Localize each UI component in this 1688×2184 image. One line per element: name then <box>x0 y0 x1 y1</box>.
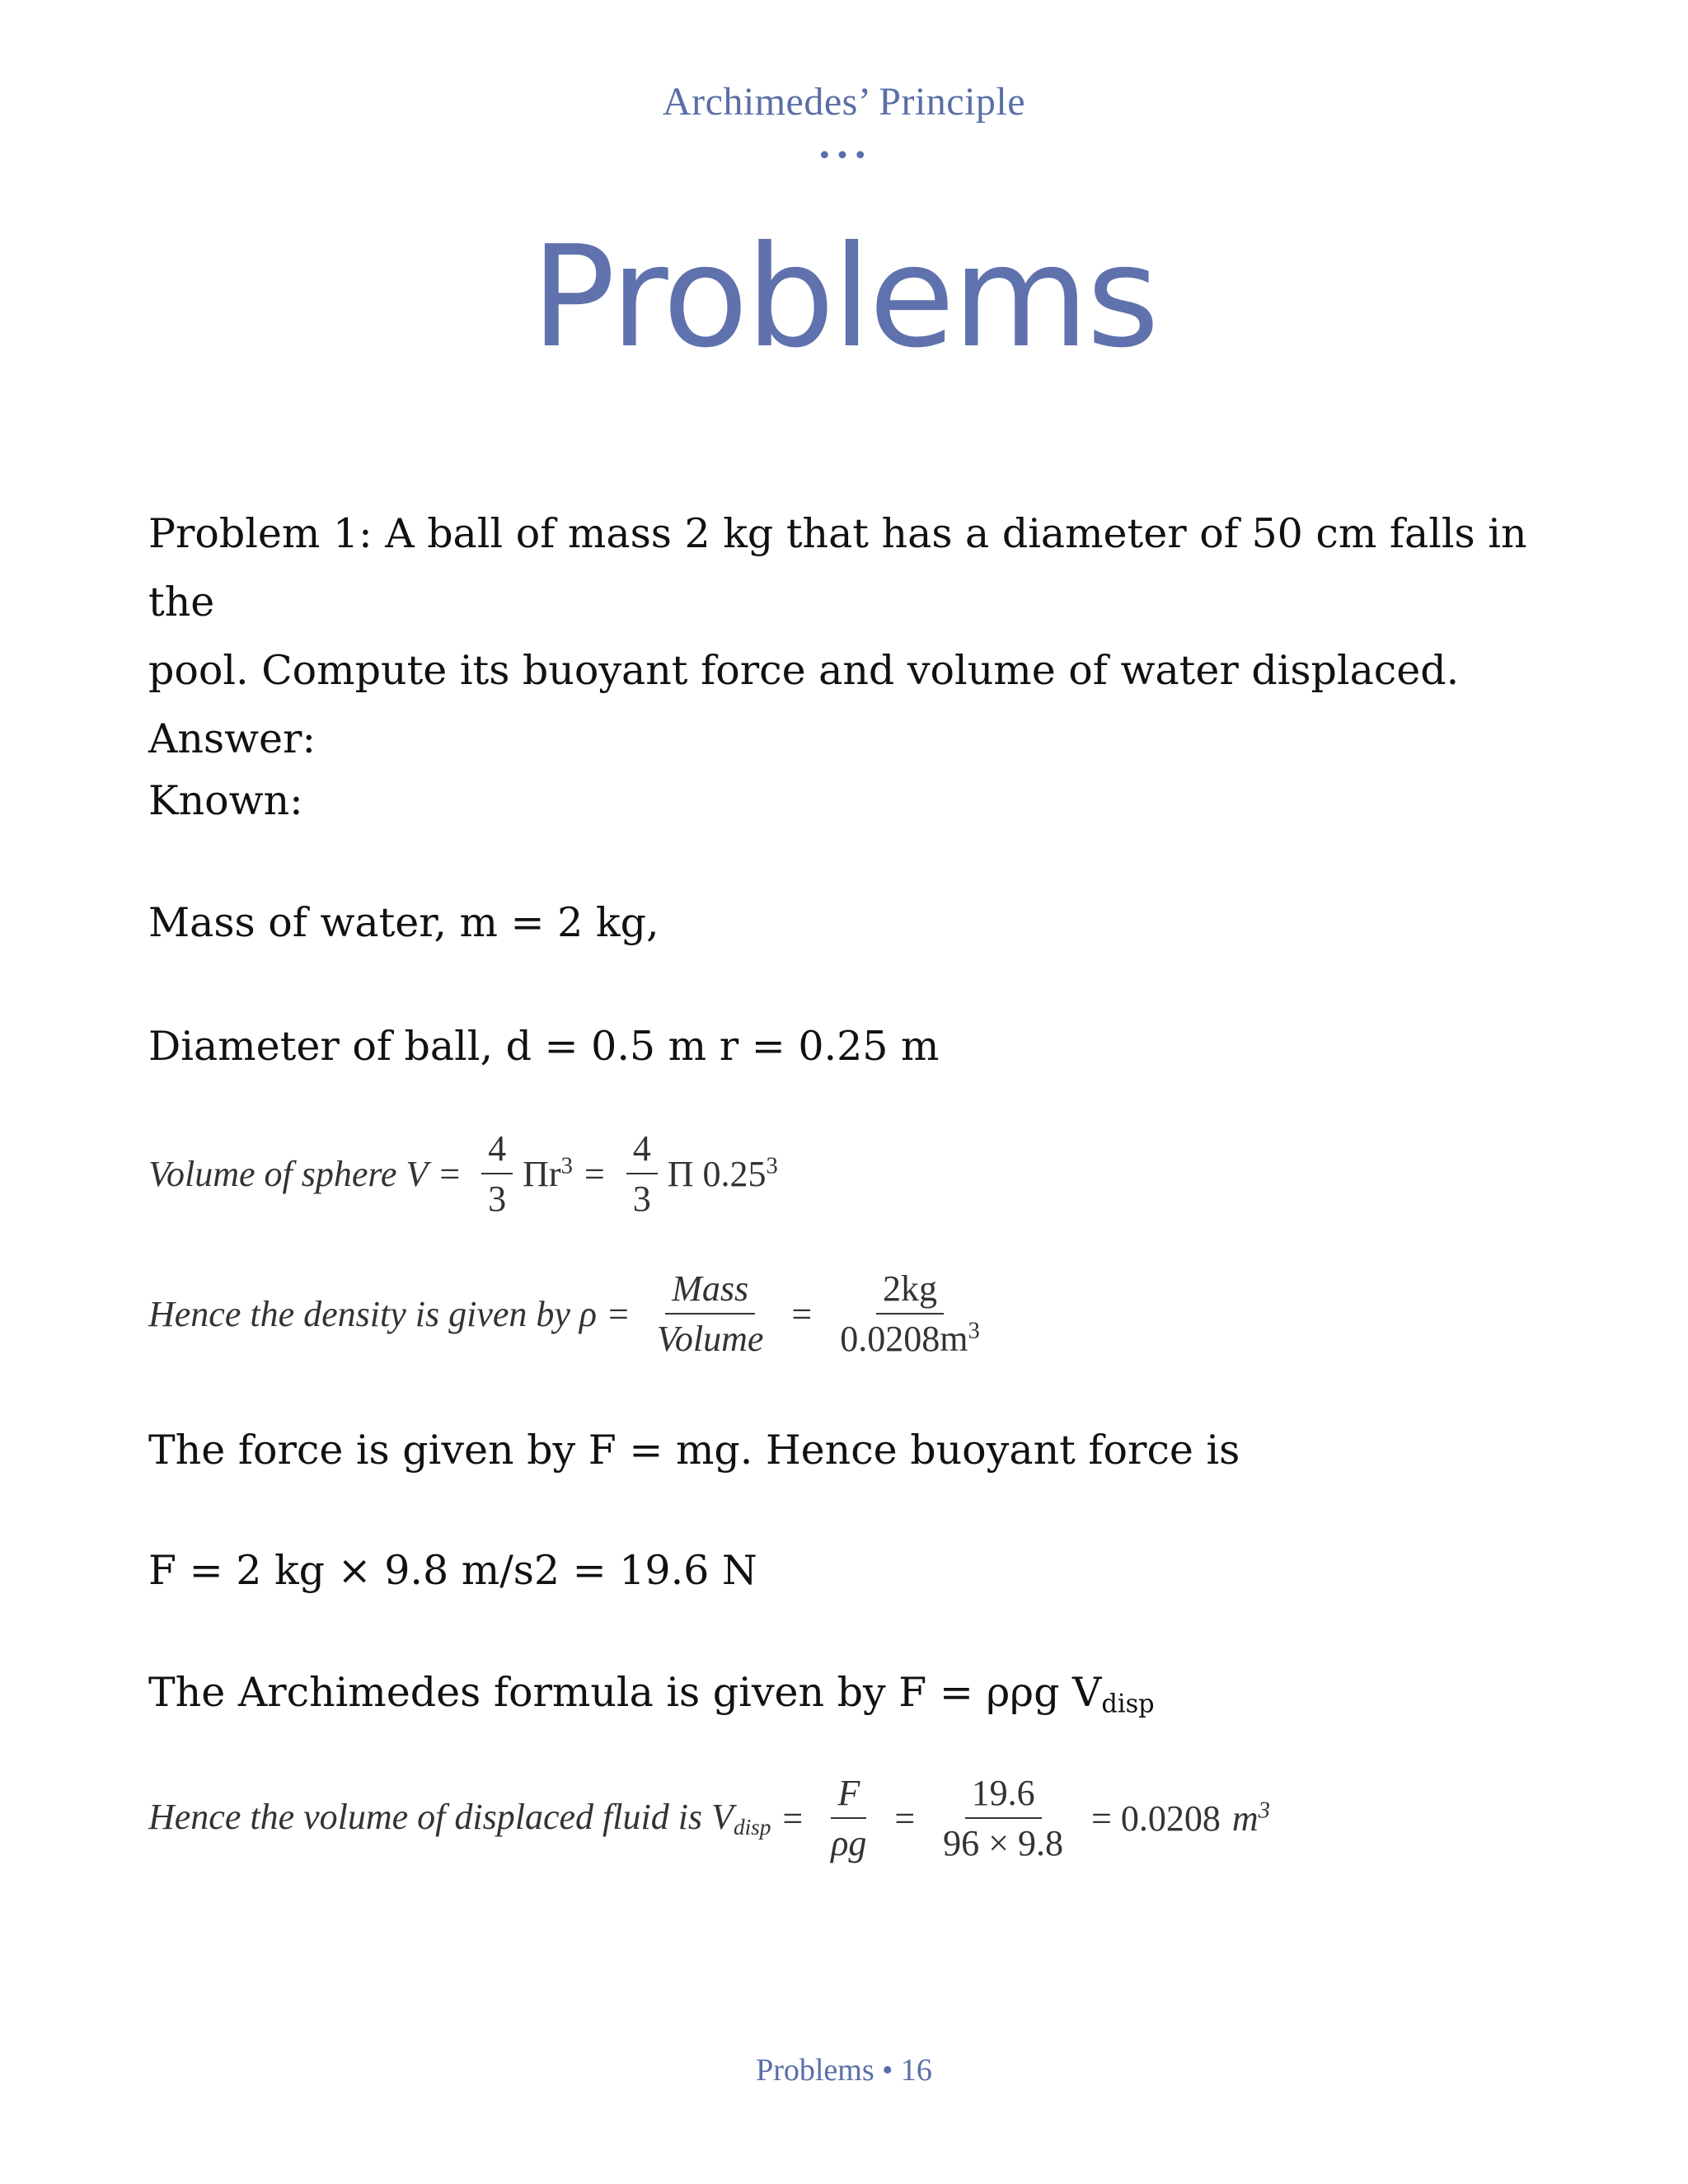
equals-sign: = <box>791 1293 813 1334</box>
numerator: 2kg <box>876 1268 944 1315</box>
problem-statement-line-1: Problem 1: A ball of mass 2 kg that has a diameter of 50 cm falls in the <box>148 510 1527 626</box>
numerator: 19.6 <box>965 1772 1042 1819</box>
numerator: 4 <box>481 1127 513 1174</box>
denominator: ρg <box>831 1823 867 1863</box>
archimedes-formula: The Archimedes formula is given by F = ρρg Vdisp <box>148 1669 1155 1719</box>
answer-label: Answer: <box>148 715 316 762</box>
page-footer: Problems • 16 <box>756 2053 932 2088</box>
numerator: Mass <box>665 1268 755 1315</box>
pi-r-term: $\Pi r^3$ <box>523 1152 573 1194</box>
denominator: Volume <box>656 1319 764 1359</box>
force-calculation: F = 2 kg × 9.8 m/s2 = 19.6 N <box>148 1547 757 1594</box>
fraction <box>824 1772 873 1864</box>
fraction <box>481 1127 513 1220</box>
equals-sign: = <box>782 1797 804 1839</box>
problem-statement-line-2: pool. Compute its buoyant force and volume of water displaced. <box>148 647 1460 694</box>
running-header: Archimedes’ Principle <box>662 80 1026 124</box>
density-label: Hence the density is given by ρ <box>148 1293 598 1334</box>
unit: $m^3$ <box>1231 1797 1270 1839</box>
pi-value-term: Π 0.25$^3$ <box>667 1152 778 1194</box>
volume-equation <box>148 1127 778 1220</box>
result-value: = 0.0208 <box>1091 1797 1221 1839</box>
fraction <box>650 1268 771 1360</box>
equals-sign: = <box>584 1153 605 1194</box>
fraction <box>833 1268 987 1360</box>
volume-label: Volume of sphere V <box>148 1153 429 1194</box>
page-title: Problems <box>531 216 1157 379</box>
numerator: F <box>831 1772 866 1819</box>
known-label: Known: <box>148 777 303 824</box>
problem-statement <box>148 499 1550 773</box>
denominator: 3 <box>488 1179 507 1219</box>
header-dots-ornament: ••• <box>817 142 871 171</box>
equals-sign: = <box>608 1293 629 1334</box>
numerator: 4 <box>626 1127 658 1174</box>
denominator: 96 × 9.8 <box>943 1823 1063 1863</box>
displaced-label: Hence the volume of displaced fluid is Vdisp <box>148 1797 771 1840</box>
force-intro: The force is given by F = mg. Hence buoyant force is <box>148 1427 1240 1474</box>
equals-sign: = <box>894 1797 916 1839</box>
diameter-line: Diameter of ball, d = 0.5 m r = 0.25 m <box>148 1023 940 1070</box>
denominator: $0.0208m^3$ <box>840 1318 980 1359</box>
density-equation <box>148 1268 996 1360</box>
equals-sign: = <box>439 1153 461 1194</box>
fraction <box>936 1772 1070 1864</box>
fraction <box>626 1127 658 1220</box>
displaced-volume-equation <box>148 1772 1270 1864</box>
denominator: 3 <box>632 1179 651 1219</box>
mass-line: Mass of water, m = 2 kg, <box>148 899 659 946</box>
